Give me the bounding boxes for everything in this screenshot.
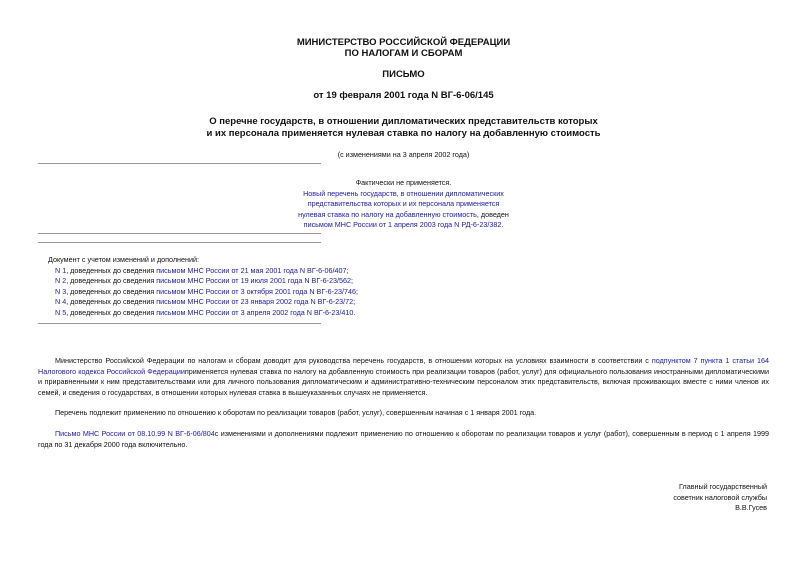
doc-type: ПИСЬМО xyxy=(382,69,425,80)
signature-block xyxy=(673,482,767,514)
amendment-num-link[interactable]: N 3 xyxy=(55,286,67,296)
amendments-heading: Документ с учетом изменений и дополнений: xyxy=(48,255,200,264)
amendment-letter-link[interactable]: письмом МНС России от 3 апреля 2002 года N ВГ-6-23/410 xyxy=(156,307,354,317)
notice-block xyxy=(0,178,807,231)
amendment-item: N 4, доведенных до сведения письмом МНС России от 23 января 2002 года N ВГ-6-23/72; xyxy=(55,297,356,306)
notice-link-line1[interactable]: Новый перечень государств, в отношении дипломатических xyxy=(303,188,504,198)
signature-name: В.В.Гусев xyxy=(735,503,767,512)
amendment-letter-link[interactable]: письмом МНС России от 21 мая 2001 года N ВГ-6-06/407 xyxy=(156,265,347,275)
org-name-line2: ПО НАЛОГАМ И СБОРАМ xyxy=(344,48,463,59)
amendment-num-link[interactable]: N 2 xyxy=(55,276,67,285)
amendment-item: N 1, доведенных до сведения письмом МНС России от 21 мая 2001 года N ВГ-6-06/407; xyxy=(55,265,349,275)
notice-text-line3: , доведен xyxy=(476,209,509,219)
amendment-item: N 5, доведенных до сведения письмом МНС России от 3 апреля 2002 года N ВГ-6-23/410. xyxy=(55,307,356,317)
signature-title-line1: Главный государственный xyxy=(679,482,767,491)
amendment-letter-link[interactable]: письмом МНС России от 19 июля 2001 года N ВГ-6-23/562 xyxy=(156,276,352,285)
divider xyxy=(38,242,321,243)
amendment-num-link[interactable]: N 5 xyxy=(55,307,67,317)
notice-link-line3[interactable]: нулевая ставка по налогу на добавленную стоимость xyxy=(298,209,477,219)
doc-title-line2: и их персонала применяется нулевая ставка по налогу на добавленную стоимость xyxy=(206,128,601,139)
signature-title-line2: советник налоговой службы xyxy=(673,492,767,502)
amendment-letter-link[interactable]: письмом МНС России от 23 января 2002 года N ВГ-6-23/72 xyxy=(156,297,354,306)
notice-link-new-list[interactable]: письмом МНС России от 1 апреля 2003 года N РД-6-23/382 xyxy=(303,220,502,229)
notice-text-line4: . xyxy=(501,220,504,229)
divider xyxy=(38,163,321,164)
body-paragraph-3: Письмо МНС России от 08.10.99 N ВГ-6-06/804с изменениями и дополнениями подлежит применению по отношению к оборотам по реализации товаров и услуг (работ), совершенным в период с 1 апреля 1999 года по 31 декабря 2000 года включительно. xyxy=(38,429,769,449)
amendment-note: (с изменениями на 3 апреля 2002 года) xyxy=(337,150,470,159)
amendment-letter-link[interactable]: письмом МНС России от 3 октября 2001 года N ВГ-6-23/746 xyxy=(156,286,357,296)
divider xyxy=(38,233,321,234)
amendment-item: N 2, доведенных до сведения письмом МНС России от 19 июля 2001 года N ВГ-6-23/562; xyxy=(55,276,354,285)
doc-title-line1: О перечне государств, в отношении дипломатических представительств которых xyxy=(209,116,598,127)
divider xyxy=(38,323,321,324)
tax-code-link[interactable]: подпунктом 7 пункта 1 статьи 164 Налогового кодекса Российской Федерации xyxy=(38,356,769,376)
doc-date: от 19 февраля 2001 года N ВГ-6-06/145 xyxy=(313,90,494,101)
amendment-num-link[interactable]: N 1 xyxy=(55,265,67,275)
amendment-item: N 3, доведенных до сведения письмом МНС России от 3 октября 2001 года N ВГ-6-23/746; xyxy=(55,286,359,296)
org-name-line1: МИНИСТЕРСТВО РОССИЙСКОЙ ФЕДЕРАЦИИ xyxy=(296,37,511,48)
amendments-block xyxy=(48,255,468,318)
body-paragraph-2: Перечень подлежит применению по отношению к оборотам по реализации товаров (работ, услуг), совершенным начиная с 1 января 2001 года. xyxy=(55,408,537,417)
body-paragraph-1: Министерство Российской Федерации по налогам и сборам доводит для руководства перечень государств, в отношении которых на условиях взаимности в соответствии с подпунктом 7 пункта 1 статьи 164 Налогового кодекса Российской Федерацииприменяется нулевая ставка по налогу на добавленную стоимость при реализации товаров (работ, услуг) для официального пользования иностранными дипломатическими и приравненными к ним представительствами или для личного пользования дипломатическим и административно-техническим персоналом этих представительств, включая проживающих вместе с ними членов их семей, и сведения о государствах, в отношении которых нулевая ставка в вышеуказанных случаях не применяется. xyxy=(38,356,769,397)
amendment-num-link[interactable]: N 4 xyxy=(55,297,67,306)
notice-link-line2[interactable]: представительства которых и их персонала применяется xyxy=(307,199,500,208)
notice-line1: Фактически не применяется. xyxy=(355,178,452,187)
prior-letter-link[interactable]: Письмо МНС России от 08.10.99 N ВГ-6-06/804 xyxy=(55,429,215,438)
